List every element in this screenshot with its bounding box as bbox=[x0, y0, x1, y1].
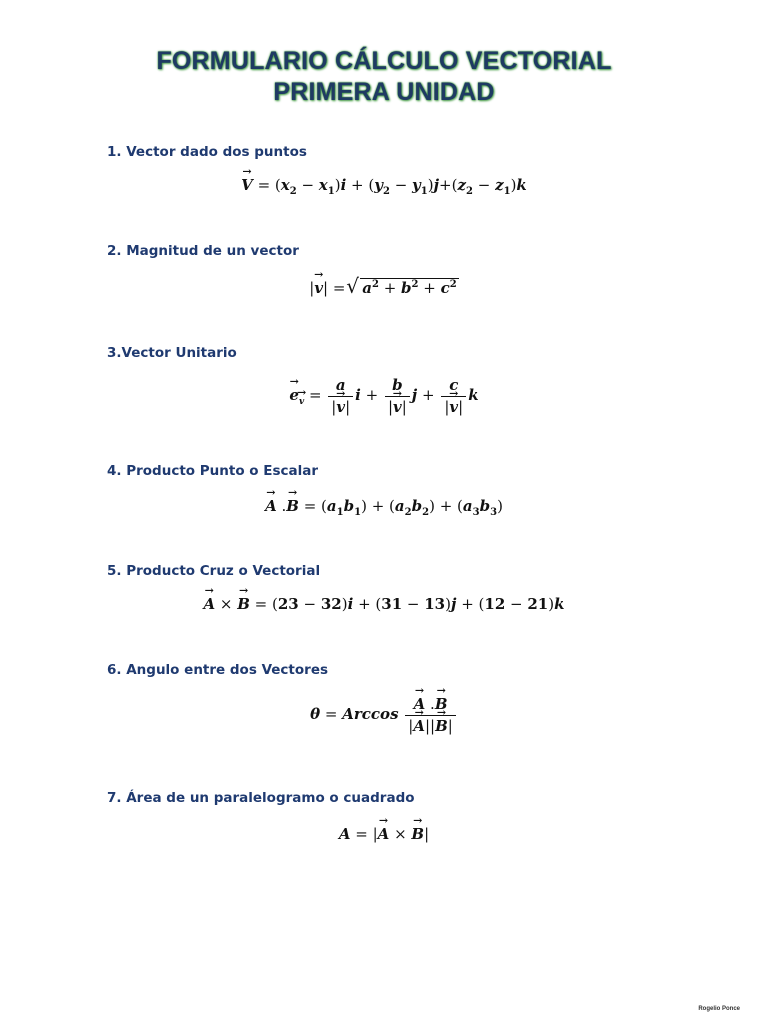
document-title-line1: FORMULARIO CÁLCULO VECTORIAL bbox=[156, 47, 612, 75]
formula-vector-magnitude: |→ v| = √ $a^2 + b^2 + c^2$ bbox=[0, 278, 768, 297]
author-credit: Rogelio Ponce bbox=[698, 1006, 740, 1012]
formula-angle-between-vectors: θ = Arccos → $\frac{A .\to B}{|\to A||\to B|}$ bbox=[0, 695, 768, 735]
formula-dot-product: → A .→ $B = (a_1b_1) + (a_2b_2) + (a_3b_3)$ bbox=[0, 497, 768, 518]
section-heading-7: 7. Área de un paralelogramo o cuadrado bbox=[107, 790, 415, 806]
section-heading-1: 1. Vector dado dos puntos bbox=[107, 144, 307, 160]
section-heading-6: 6. Angulo entre dos Vectores bbox=[107, 662, 329, 678]
formula-vector-two-points: → $V = (x_2 - x_1)i + (y_2 - y_1)j+(z_2 - z_1)k$ bbox=[0, 176, 768, 197]
formula-parallelogram-area: A = |→ A × → B| bbox=[0, 825, 768, 843]
section-heading-3: 3.Vector Unitario bbox=[107, 345, 237, 361]
formula-unit-vector: → e→ $_v$ = $\frac{a}{|\to v|}$ i + $\frac{b}{|\to v|}$ j + $\frac{c}{|\to v|}$ k bbox=[0, 376, 768, 416]
document-title-line2: PRIMERA UNIDAD bbox=[273, 78, 495, 106]
section-heading-2: 2. Magnitud de un vector bbox=[107, 243, 299, 259]
formula-cross-product: → A × → B = (23 − 32)i + (31 − 13)j + (12 − 21)k bbox=[0, 595, 768, 613]
section-heading-5: 5. Producto Cruz o Vectorial bbox=[107, 563, 321, 579]
section-heading-4: 4. Producto Punto o Escalar bbox=[107, 463, 319, 479]
